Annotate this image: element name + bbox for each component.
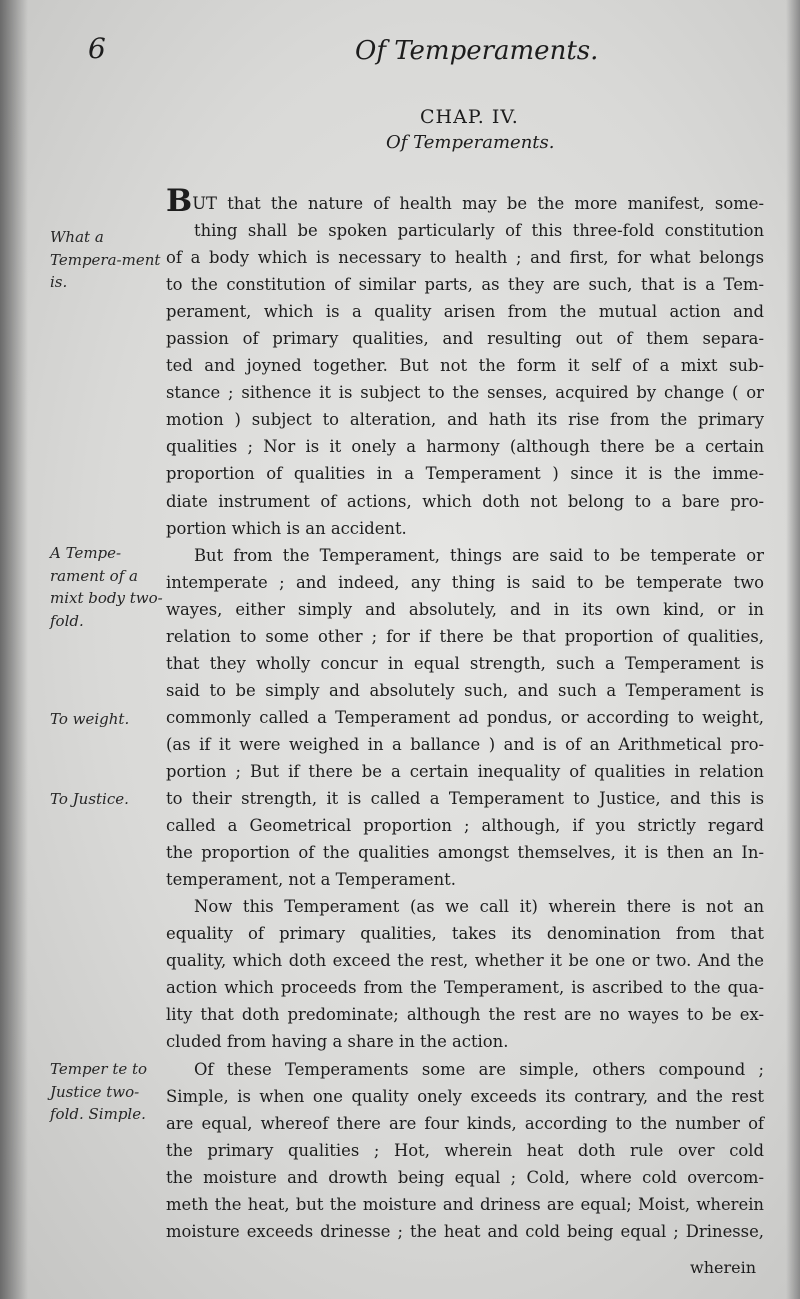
text-line: Now this Temperament (as we call it) wherein there is not an <box>194 897 764 917</box>
margin-note-to-weight: To weight. <box>50 710 130 728</box>
catchword: wherein <box>690 1258 757 1277</box>
text-line: intemperate ; and indeed, any thing is said to be temperate two <box>166 572 764 592</box>
text-line: Simple, is when one quality onely exceeds its contrary, and the rest <box>166 1086 764 1106</box>
text-line: quality, which doth exceed the rest, whether it be one or two. And the <box>166 951 764 971</box>
text-line: BUT that the nature of health may be the more manifest, some- <box>166 183 764 219</box>
drop-cap: B <box>166 183 193 219</box>
page-gutter-shadow <box>0 0 28 1299</box>
text-line: motion ) subject to alteration, and hath its rise from the primary <box>166 410 764 430</box>
text-line: (as if it were weighed in a ballance ) and is of an Arithmetical pro- <box>166 734 764 754</box>
text-line: thing shall be spoken particularly of this three-fold constitution <box>194 221 764 241</box>
text-line: lity that doth predominate; although the rest are no wayes to be ex- <box>166 1005 764 1025</box>
running-head: Of Temperaments. <box>355 36 599 66</box>
text-line: equality of primary qualities, takes its denomination from that <box>166 924 764 944</box>
text-line: But from the Temperament, things are said to be temperate or <box>194 545 764 565</box>
text-line: to the constitution of similar parts, as they are such, that is a Tem- <box>166 275 764 295</box>
text-line: are equal, whereof there are four kinds, according to the number of <box>166 1113 764 1133</box>
chapter-title: CHAP. IV. <box>420 106 519 128</box>
text-line: of a body which is necessary to health ; and first, for what belongs <box>166 248 764 268</box>
margin-note-to-justice: To Justice. <box>50 790 129 808</box>
text-line: wayes, either simply and absolutely, and in its own kind, or in <box>166 599 764 619</box>
text-line: relation to some other ; for if there be that proportion of qualities, <box>166 626 764 646</box>
text-line: said to be simply and absolutely such, and such a Temperament is <box>166 680 764 700</box>
text-line: perament, which is a quality arisen from the mutual action and <box>166 302 764 322</box>
text-line: commonly called a Temperament ad pondus, or according to weight, <box>166 707 764 727</box>
text-line: action which proceeds from the Temperament, is ascribed to the qua- <box>166 978 764 998</box>
text-line: cluded from having a share in the action. <box>166 1032 509 1052</box>
text-line: portion ; But if there be a certain inequality of qualities in relation <box>166 761 764 781</box>
text-line: proportion of qualities in a Temperament ) since it is the imme- <box>166 464 764 484</box>
margin-note-two-fold: A Tempe-rament of a mixt body two-fold. <box>50 544 163 630</box>
text-line: ted and joyned together. But not the form it self of a mixt sub- <box>166 356 764 376</box>
text-line: the proportion of the qualities amongst themselves, it is then an In- <box>166 843 764 863</box>
text-line: passion of primary qualities, and resulting out of them separa- <box>166 329 764 349</box>
margin-note-what-a-temperament: What a Tempera-ment is. <box>50 228 161 291</box>
text-line: qualities ; Nor is it onely a harmony (although there be a certain <box>166 437 764 457</box>
page-number: 6 <box>88 32 106 65</box>
text-line: diate instrument of actions, which doth not belong to a bare pro- <box>166 491 764 511</box>
text-line: moisture exceeds drinesse ; the heat and cold being equal ; Drinesse, <box>166 1221 764 1241</box>
text-line: the moisture and drowth being equal ; Cold, where cold overcom- <box>166 1167 764 1187</box>
text-line: the primary qualities ; Hot, wherein heat doth rule over cold <box>166 1140 764 1160</box>
text-line: temperament, not a Temperament. <box>166 870 456 890</box>
text-line: that they wholly concur in equal strength, such a Temperament is <box>166 653 764 673</box>
page-edge-shadow <box>786 0 800 1299</box>
text-line: called a Geometrical proportion ; although, if you strictly regard <box>166 816 764 836</box>
text-line: Of these Temperaments some are simple, others compound ; <box>194 1059 764 1079</box>
chapter-subtitle: Of Temperaments. <box>386 132 555 153</box>
text-line: portion which is an accident. <box>166 518 407 538</box>
text-line: meth the heat, but the moisture and driness are equal; Moist, wherein <box>166 1194 764 1214</box>
margin-note-simple: Temper te to Justice two-fold. Simple. <box>50 1060 148 1123</box>
text-line: stance ; sithence it is subject to the senses, acquired by change ( or <box>166 383 764 403</box>
text-line: to their strength, it is called a Temperament to Justice, and this is <box>166 789 764 809</box>
body-text <box>166 183 764 1245</box>
